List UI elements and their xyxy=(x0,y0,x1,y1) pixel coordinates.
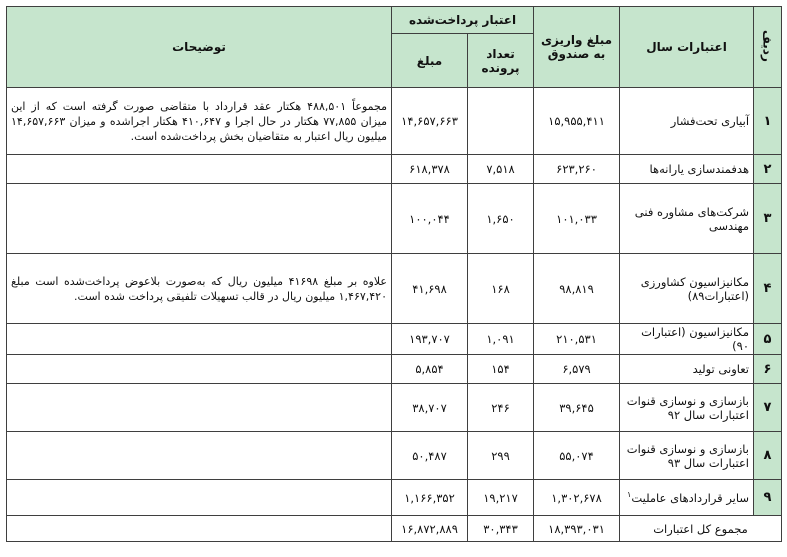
row-index: ۸ xyxy=(754,432,782,480)
row-description xyxy=(7,155,392,184)
table-row xyxy=(7,88,782,155)
row-title: مکانیزاسیون (اعتبارات ۹۰) xyxy=(620,324,754,355)
row-title: هدفمندسازی یارانه‌ها xyxy=(620,155,754,184)
row-index: ۶ xyxy=(754,355,782,384)
row-title xyxy=(620,480,754,516)
row-description xyxy=(7,480,392,516)
total-row xyxy=(7,516,782,542)
row-description xyxy=(7,184,392,254)
row-index: ۳ xyxy=(754,184,782,254)
header-row-1 xyxy=(7,7,782,34)
row-deposited: ۶۲۳,۲۶۰ xyxy=(534,155,620,184)
total-label: مجموع کل اعتبارات xyxy=(620,516,782,542)
row-amount: ۵,۸۵۴ xyxy=(392,355,468,384)
row-index: ۵ xyxy=(754,324,782,355)
row-description xyxy=(7,324,392,355)
row-files: ۱,۰۹۱ xyxy=(468,324,534,355)
table-row xyxy=(7,432,782,480)
row-files: ۱۹,۲۱۷ xyxy=(468,480,534,516)
header-file-count: تعداد پرونده xyxy=(468,34,534,88)
row-title: تعاونی تولید xyxy=(620,355,754,384)
table-row xyxy=(7,155,782,184)
row-deposited: ۶,۵۷۹ xyxy=(534,355,620,384)
row-files: ۱۶۸ xyxy=(468,254,534,324)
row-amount: ۱۹۳,۷۰۷ xyxy=(392,324,468,355)
table-row xyxy=(7,384,782,432)
row-amount: ۱,۱۶۶,۳۵۲ xyxy=(392,480,468,516)
row-amount: ۱۴,۶۵۷,۶۶۳ xyxy=(392,88,468,155)
row-deposited: ۵۵,۰۷۴ xyxy=(534,432,620,480)
row-files: ۷,۵۱۸ xyxy=(468,155,534,184)
table-row xyxy=(7,355,782,384)
row-title: شرکت‌های مشاوره فنی مهندسی xyxy=(620,184,754,254)
footnote-marker: ۱ xyxy=(627,490,632,500)
total-amount: ۱۶,۸۷۲,۸۸۹ xyxy=(392,516,468,542)
row-description: مجموعاً ۴۸۸,۵۰۱ هکتار عقد قرارداد با متقاضی صورت گرفته است که از این میزان ۷۷,۸۵۵ هکتار در حال اجرا و ۴۱۰,۶۴۷ هکتار اجراشده و میزان ۱۴,۶۵۷,۶۶۳ میلیون ریال اعتبار به متقاضیان بخش پرداخت‌شده است. xyxy=(7,88,392,155)
row-deposited: ۱۵,۹۵۵,۴۱۱ xyxy=(534,88,620,155)
row-index: ۹ xyxy=(754,480,782,516)
header-deposited: مبلغ واریزی به صندوق xyxy=(534,7,620,88)
row-index: ۱ xyxy=(754,88,782,155)
credits-table xyxy=(6,6,782,542)
row-amount: ۳۸,۷۰۷ xyxy=(392,384,468,432)
row-deposited: ۹۸,۸۱۹ xyxy=(534,254,620,324)
header-row-index: ردیف xyxy=(754,7,782,88)
row-files: ۲۴۶ xyxy=(468,384,534,432)
total-files: ۳۰,۳۴۳ xyxy=(468,516,534,542)
row-description xyxy=(7,432,392,480)
row-files: ۱۵۴ xyxy=(468,355,534,384)
row-amount: ۵۰,۴۸۷ xyxy=(392,432,468,480)
row-deposited: ۳۹,۶۴۵ xyxy=(534,384,620,432)
row-title: بازسازی و نوسازی قنوات اعتبارات سال ۹۳ xyxy=(620,432,754,480)
table-row xyxy=(7,324,782,355)
row-index: ۷ xyxy=(754,384,782,432)
row-amount: ۴۱,۶۹۸ xyxy=(392,254,468,324)
row-description xyxy=(7,355,392,384)
table-row xyxy=(7,184,782,254)
row-files xyxy=(468,88,534,155)
row-title: آبیاری تحت‌فشار xyxy=(620,88,754,155)
header-year-credits: اعتبارات سال xyxy=(620,7,754,88)
row-files: ۲۹۹ xyxy=(468,432,534,480)
row-index: ۲ xyxy=(754,155,782,184)
row-deposited: ۱۰۱,۰۳۳ xyxy=(534,184,620,254)
header-description: توضیحات xyxy=(7,7,392,88)
table-row xyxy=(7,254,782,324)
row-deposited: ۱,۳۰۲,۶۷۸ xyxy=(534,480,620,516)
row-title-text: سایر قراردادهای عاملیت xyxy=(631,490,750,505)
row-title: بازسازی و نوسازی قنوات اعتبارات سال ۹۲ xyxy=(620,384,754,432)
header-paid-credit: اعتبار پرداخت‌شده xyxy=(392,7,534,34)
total-deposited: ۱۸,۳۹۳,۰۳۱ xyxy=(534,516,620,542)
row-title: مکانیزاسیون کشاورزی (اعتبارات۸۹) xyxy=(620,254,754,324)
row-description xyxy=(7,384,392,432)
row-amount: ۶۱۸,۳۷۸ xyxy=(392,155,468,184)
table-row xyxy=(7,480,782,516)
row-files: ۱,۶۵۰ xyxy=(468,184,534,254)
total-description xyxy=(7,516,392,542)
row-description: علاوه بر مبلغ ۴۱۶۹۸ میلیون ریال که به‌صورت بلاعوض پرداخت‌شده است مبلغ ۱,۴۶۷,۴۲۰ میلیون ریال در قالب تسهیلات تلفیقی پرداخت شده است. xyxy=(7,254,392,324)
row-amount: ۱۰۰,۰۴۴ xyxy=(392,184,468,254)
header-amount: مبلغ xyxy=(392,34,468,88)
row-deposited: ۲۱۰,۵۳۱ xyxy=(534,324,620,355)
credits-table-container xyxy=(6,6,781,542)
row-index: ۴ xyxy=(754,254,782,324)
